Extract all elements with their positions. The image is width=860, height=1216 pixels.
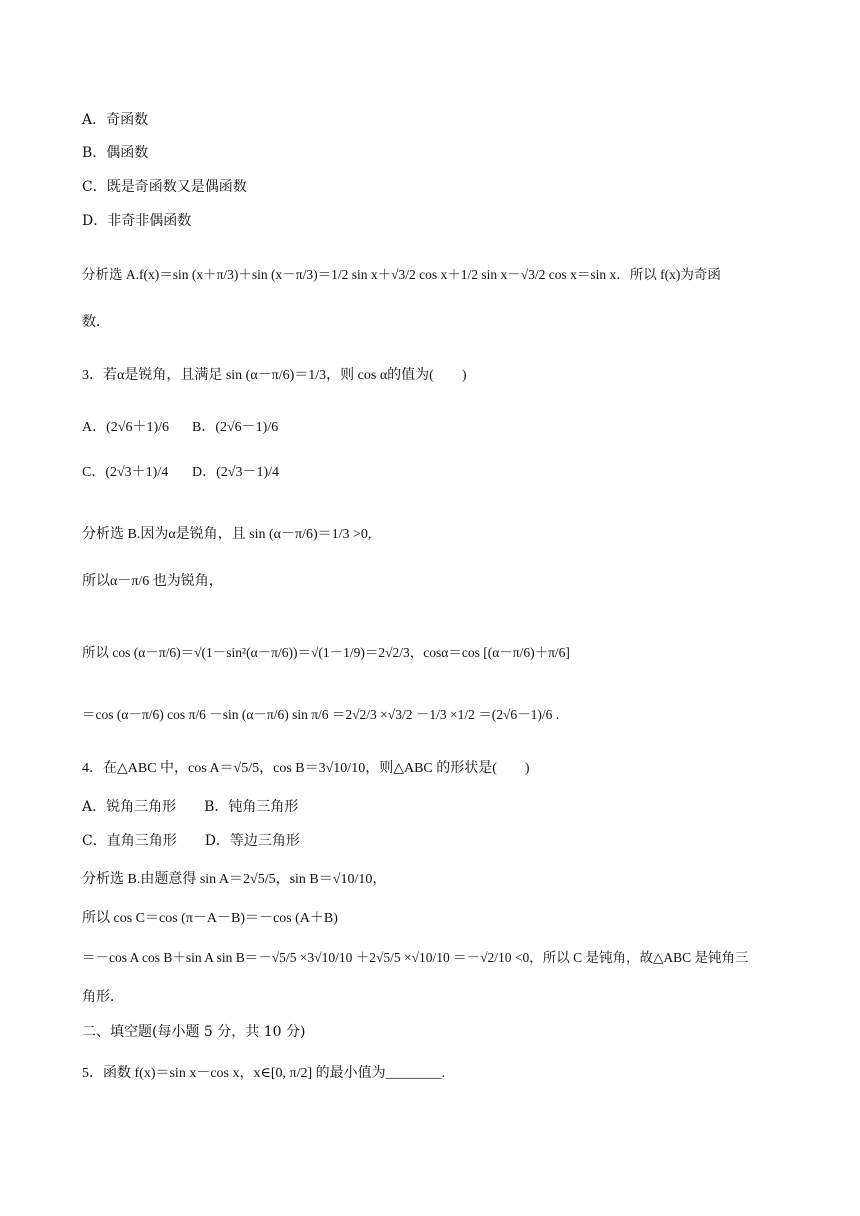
q4-analysis-line4: 角形． xyxy=(82,989,124,1005)
q3-analysis-line4: ＝cos (α－π/6) cos π/6 －sin (α－π/6) sin π/6 ＝2√2/3 ×√3/2 －1/3 ×1/2 ＝(2√6－1)/6 . xyxy=(82,707,560,722)
q2-option-d: D．非奇非偶函数 xyxy=(82,213,192,229)
q4-analysis-line2: 所以 cos C＝cos (π－A－B)＝－cos (A＋B) xyxy=(82,911,338,926)
q4-analysis-line3: ＝－cos A cos B＋sin A sin B＝－√5/5 ×3√10/10 ＋2√5/5 ×√10/10 ＝－√2/10 <0，所以 C 是钝角，故△ABC 是钝角三 xyxy=(82,950,749,965)
q3-option-b: B．(2√6－1)/6 xyxy=(192,420,279,435)
q4-options-ab: A．锐角三角形 B．钝角三角形 xyxy=(82,799,299,815)
q3-option-a: A．(2√6＋1)/6 xyxy=(82,420,170,435)
q3-analysis-line2: 所以α－π/6 也为锐角， xyxy=(82,574,223,589)
q2-option-b: B．偶函数 xyxy=(82,145,149,161)
q2-option-a: A．奇函数 xyxy=(82,112,149,128)
q3-stem: 3．若α是锐角，且满足 sin (α－π/6)＝1/3，则 cos α的值为( ) xyxy=(82,368,467,383)
q3-analysis-line1: 分析选 B.因为α是锐角，且 sin (α－π/6)＝1/3 >0, xyxy=(82,527,372,542)
q3-option-c: C．(2√3＋1)/4 xyxy=(82,465,169,480)
q4-options-cd: C．直角三角形 D．等边三角形 xyxy=(82,833,300,849)
q4-stem: 4．在△ABC 中，cos A＝√5/5，cos B＝3√10/10，则△ABC 的形状是( ) xyxy=(82,761,530,776)
q5-stem: 5．函数 f(x)＝sin x－cos x，x∈[0, π/2] 的最小值为________. xyxy=(82,1066,446,1081)
q3-analysis-line3: 所以 cos (α－π/6)＝√(1－sin²(α－π/6))＝√(1－1/9)＝2√2/3，cosα＝cos [(α－π/6)＋π/6] xyxy=(82,645,570,660)
q2-analysis-line2: 数． xyxy=(82,314,110,330)
section-heading: 二、填空题(每小题 5 分，共 10 分) xyxy=(82,1024,306,1040)
q2-analysis-line1: 分析选 A.f(x)＝sin (x＋π/3)＋sin (x－π/3)＝1/2 sin x＋√3/2 cos x＋1/2 sin x－√3/2 cos x＝sin x．所以 f(x)为奇函 xyxy=(82,267,721,282)
q2-option-c: C．既是奇函数又是偶函数 xyxy=(82,179,247,195)
q3-option-d: D．(2√3－1)/4 xyxy=(192,465,280,480)
q4-analysis-line1: 分析选 B.由题意得 sin A＝2√5/5，sin B＝√10/10， xyxy=(82,872,387,887)
